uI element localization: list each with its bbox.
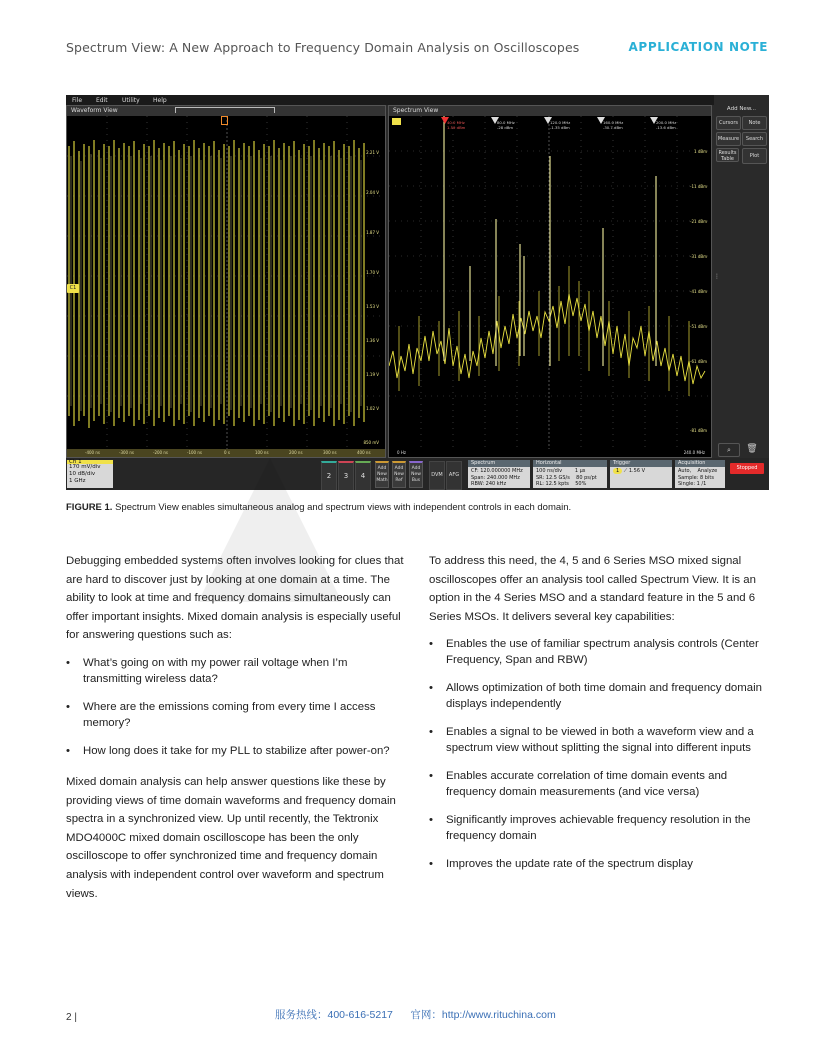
list-item: • What’s going on with my power rail voltage when I’m transmitting wireless data?: [66, 655, 406, 687]
closing-paragraph: Mixed domain analysis can help answer questions like these by providing views of time domain waveforms and frequency domain spectra in a synchronized view. Up until recently, the Tektronix MDO4000C mixed domain oscilloscope has been the only oscilloscope to offer synchronized time and frequency domain analysis with independent control over waveform and spectrum views.: [66, 775, 396, 900]
trigger-position-marker[interactable]: [221, 116, 228, 125]
intro-paragraph: Debugging embedded systems often involves looking for clues that are hard to discover just by looking at one domain at a time. The ability to look at time and frequency domains simultaneously can offer important insights. Mixed domain analysis is especially useful for answering questions such as:: [66, 555, 404, 642]
time-label: 400 ns: [357, 450, 371, 455]
list-item: • Significantly improves achievable frequency resolution in the frequency domain: [429, 812, 769, 844]
time-label: 0 s: [224, 450, 230, 455]
freq-stop-label: 240.0 MHz: [683, 450, 705, 455]
zoom-icon[interactable]: ⌕: [718, 443, 740, 457]
figure-caption: [66, 502, 571, 513]
run-stop-status[interactable]: Stopped: [730, 463, 764, 474]
results-table-button[interactable]: Results Table: [716, 148, 739, 162]
v-axis-label: 850 mV: [363, 440, 379, 445]
spectrum-view-title: Spectrum View: [389, 106, 711, 116]
reference-marker-readout: 40.0 MHz 1.59 dBm: [447, 120, 466, 130]
waveform-view-title: Waveform View: [67, 106, 385, 116]
time-label: -400 ns: [85, 450, 100, 455]
menu-edit[interactable]: Edit: [96, 97, 108, 104]
intro-paragraph: To address this need, the 4, 5 and 6 Series MSO mixed signal oscilloscopes offer an analysis tool called Spectrum View. It is an option in the 4 Series MSO and a standard feature in the 5 and 6 Series MSOs. It delivers several key capabilities:: [429, 555, 756, 623]
db-axis-label: -81 dBm: [690, 428, 707, 433]
note-button[interactable]: Note: [742, 116, 767, 130]
add-new-bus-button[interactable]: Add New Bus: [409, 461, 423, 488]
time-label: 200 ns: [289, 450, 303, 455]
settings-bar: [66, 458, 769, 490]
spectrum-plot: [389, 116, 711, 457]
time-label: -300 ns: [119, 450, 134, 455]
afg-button[interactable]: AFG: [446, 461, 462, 490]
peak-marker-readout: 160.0 MHz -30.7 dBm: [603, 120, 624, 130]
plot-button[interactable]: Plot: [742, 148, 767, 164]
acquisition-badge[interactable]: Acquisition Auto, Analyze Sample: 8 bits Single: 1 /1: [675, 460, 725, 488]
waveform-view: [66, 105, 386, 458]
db-axis-label: -21 dBm: [690, 219, 707, 224]
db-axis-label: -51 dBm: [690, 324, 707, 329]
measure-button[interactable]: Measure: [716, 132, 741, 146]
add-new-label: Add New...: [726, 106, 757, 112]
list-item: • Enables the use of familiar spectrum analysis controls (Center Frequency, Span and RBW): [429, 636, 769, 668]
list-item: • Where are the emissions coming from every time I access memory?: [66, 699, 406, 731]
list-item: • Allows optimization of both time domain and frequency domain displays independently: [429, 680, 769, 712]
time-label: 300 ns: [323, 450, 337, 455]
menu-file[interactable]: File: [72, 97, 83, 104]
channel-3-button[interactable]: 3: [338, 461, 354, 490]
list-item: • Enables a signal to be viewed in both a waveform view and a spectrum view without splitting the signal into different inputs: [429, 724, 769, 756]
spectrum-view: [388, 105, 712, 458]
left-column: [66, 552, 406, 903]
v-axis-label: 2.04 V: [366, 190, 379, 195]
side-panel: [714, 95, 769, 458]
freq-start-label: 0 Hz: [397, 450, 406, 455]
db-axis-label: -31 dBm: [690, 254, 707, 259]
channel-2-button[interactable]: 2: [321, 461, 337, 490]
time-label: -100 ns: [187, 450, 202, 455]
time-label: -200 ns: [153, 450, 168, 455]
channel-1-marker[interactable]: C1: [67, 284, 79, 293]
page-number: 2 |: [66, 1012, 77, 1023]
horizontal-badge[interactable]: Horizontal 100 ns/div 1 µs SR: 12.5 GS/s 80 ps/pt RL: 12.5 kpts 50%: [533, 460, 607, 488]
scope-menu-bar: [66, 95, 769, 105]
trigger-badge[interactable]: Trigger 1 ⟋ 1.56 V: [610, 460, 672, 488]
v-axis-label: 1.87 V: [366, 230, 379, 235]
menu-help[interactable]: Help: [153, 97, 167, 104]
panel-resize-handle[interactable]: ⋮: [714, 273, 720, 280]
trash-icon[interactable]: 🗑: [746, 444, 758, 454]
questions-list: [66, 655, 406, 759]
right-column: [429, 552, 769, 872]
oscilloscope-screenshot: [66, 95, 769, 490]
list-item: • Enables accurate correlation of time domain events and frequency domain measurements (and vice versa): [429, 768, 769, 800]
add-new-math-button[interactable]: Add New Math: [375, 461, 389, 488]
db-axis-label: -11 dBm: [690, 184, 707, 189]
menu-utility[interactable]: Utility: [122, 97, 140, 104]
time-label: 100 ns: [255, 450, 269, 455]
cursors-button[interactable]: Cursors: [716, 116, 741, 130]
capabilities-list: [429, 636, 769, 872]
waveform-plot: [67, 116, 385, 457]
contact-info: 服务热线：400-616-5217 官网：http://www.rituchina.com: [275, 1009, 556, 1021]
document-title: Spectrum View: A New Approach to Frequency Domain Analysis on Oscilloscopes: [66, 40, 580, 55]
channel-4-button[interactable]: 4: [355, 461, 371, 490]
zoom-overview-bracket[interactable]: [175, 107, 275, 113]
list-item: • Improves the update rate of the spectrum display: [429, 856, 769, 872]
add-new-ref-button[interactable]: Add New Ref: [392, 461, 406, 488]
document-type-tag: APPLICATION NOTE: [628, 40, 768, 54]
peak-marker-readout: 80.0 MHz -28 dBm: [497, 120, 515, 130]
v-axis-label: 1.19 V: [366, 372, 379, 377]
time-axis: [67, 449, 385, 457]
dvm-button[interactable]: DVM: [429, 461, 445, 490]
figure-label: FIGURE 1.: [66, 502, 113, 513]
channel-1-badge[interactable]: Ch 1 170 mV/div 10 dB/div 1 GHz: [67, 460, 113, 488]
v-axis-label: 1.36 V: [366, 338, 379, 343]
spectrum-channel-marker[interactable]: [392, 118, 401, 125]
db-axis-label: -41 dBm: [690, 289, 707, 294]
db-axis-label: 1 dBm: [694, 149, 707, 154]
v-axis-label: 1.02 V: [366, 406, 379, 411]
search-button[interactable]: Search: [742, 132, 767, 146]
v-axis-label: 1.70 V: [366, 270, 379, 275]
v-axis-label: 2.21 V: [366, 150, 379, 155]
spectrum-badge[interactable]: Spectrum CF: 120.000000 MHz Span: 240.000 MHz RBW: 240 kHz: [468, 460, 530, 488]
peak-marker-readout: 120.0 MHz -1.35 dBm: [550, 120, 571, 130]
list-item: • How long does it take for my PLL to stabilize after power-on?: [66, 743, 406, 759]
caption-text: Spectrum View enables simultaneous analog and spectrum views with independent controls in each domain.: [112, 502, 572, 513]
db-axis-label: -61 dBm: [690, 359, 707, 364]
peak-marker-readout: 200.0 MHz -13.6 dBm: [656, 120, 677, 130]
v-axis-label: 1.53 V: [366, 304, 379, 309]
